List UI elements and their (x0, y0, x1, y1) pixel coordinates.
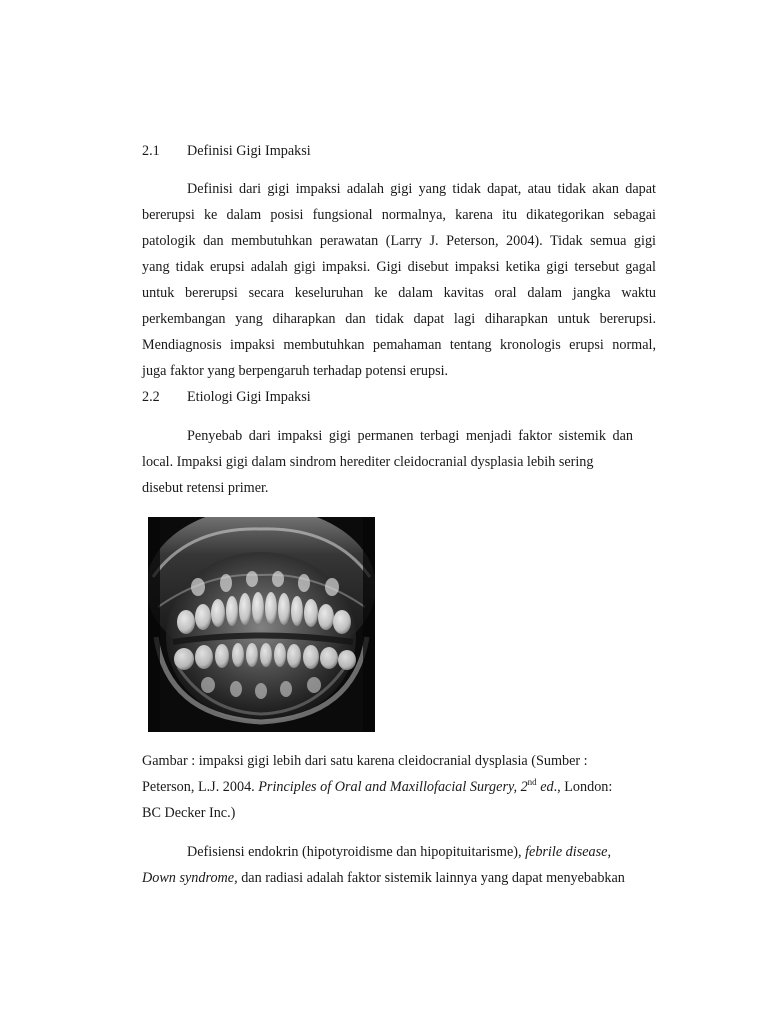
paragraph-line: bererupsi ke dalam posisi fungsional normalnya, karena itu dikategorikan sebagai (142, 207, 656, 223)
section-heading-2-2 (142, 388, 311, 406)
book-title: Principles of Oral and Maxillofacial Surgery, 2 (258, 779, 528, 795)
section-title: Definisi Gigi Impaksi (187, 143, 311, 159)
paragraph-line: Definisi dari gigi impaksi adalah gigi yang tidak dapat, atau tidak akan dapat (187, 181, 656, 197)
paragraph-line: juga faktor yang berpengaruh terhadap potensi erupsi. (142, 363, 449, 379)
paragraph-line: local. Impaksi gigi dalam sindrom herediter cleidocranial dysplasia lebih sering (142, 454, 594, 470)
paragraph-line: Mendiagnosis impaksi membutuhkan pemahaman tentang kronologis erupsi normal, (142, 337, 656, 353)
paragraph-line: disebut retensi primer. (142, 480, 269, 496)
section-number: 2.2 (142, 389, 160, 405)
figure-caption-line: BC Decker Inc.) (142, 805, 236, 821)
paragraph-line: yang tidak erupsi adalah gigi impaksi. Gigi disebut impaksi ketika gigi tersebut gagal (142, 259, 656, 275)
figure-caption-line: Gambar : impaksi gigi lebih dari satu karena cleidocranial dysplasia (Sumber : (142, 753, 588, 769)
paragraph-line: untuk bererupsi secara keseluruhan ke dalam kavitas oral dalam jangka waktu (142, 285, 656, 301)
paragraph-line: Defisiensi endokrin (hipotyroidisme dan hipopituitarisme), febrile disease, (187, 844, 611, 860)
paragraph-line: Down syndrome, dan radiasi adalah faktor sistemik lainnya yang dapat menyebabkan (142, 870, 625, 886)
section-number: 2.1 (142, 143, 160, 159)
paragraph-line: Penyebab dari impaksi gigi permanen terbagi menjadi faktor sistemik dan (187, 428, 633, 444)
section-title: Etiologi Gigi Impaksi (187, 389, 311, 405)
section-heading-2-1 (142, 142, 311, 160)
paragraph-line: patologik dan membutuhkan perawatan (Larry J. Peterson, 2004). Tidak semua gigi (142, 233, 656, 249)
panoramic-xray-image (148, 517, 375, 732)
figure-caption-line: Peterson, L.J. 2004. Principles of Oral and Maxillofacial Surgery, 2nd ed., London: (142, 777, 613, 795)
paragraph-line: perkembangan yang diharapkan dan tidak dapat lagi diharapkan untuk bererupsi. (142, 311, 656, 327)
